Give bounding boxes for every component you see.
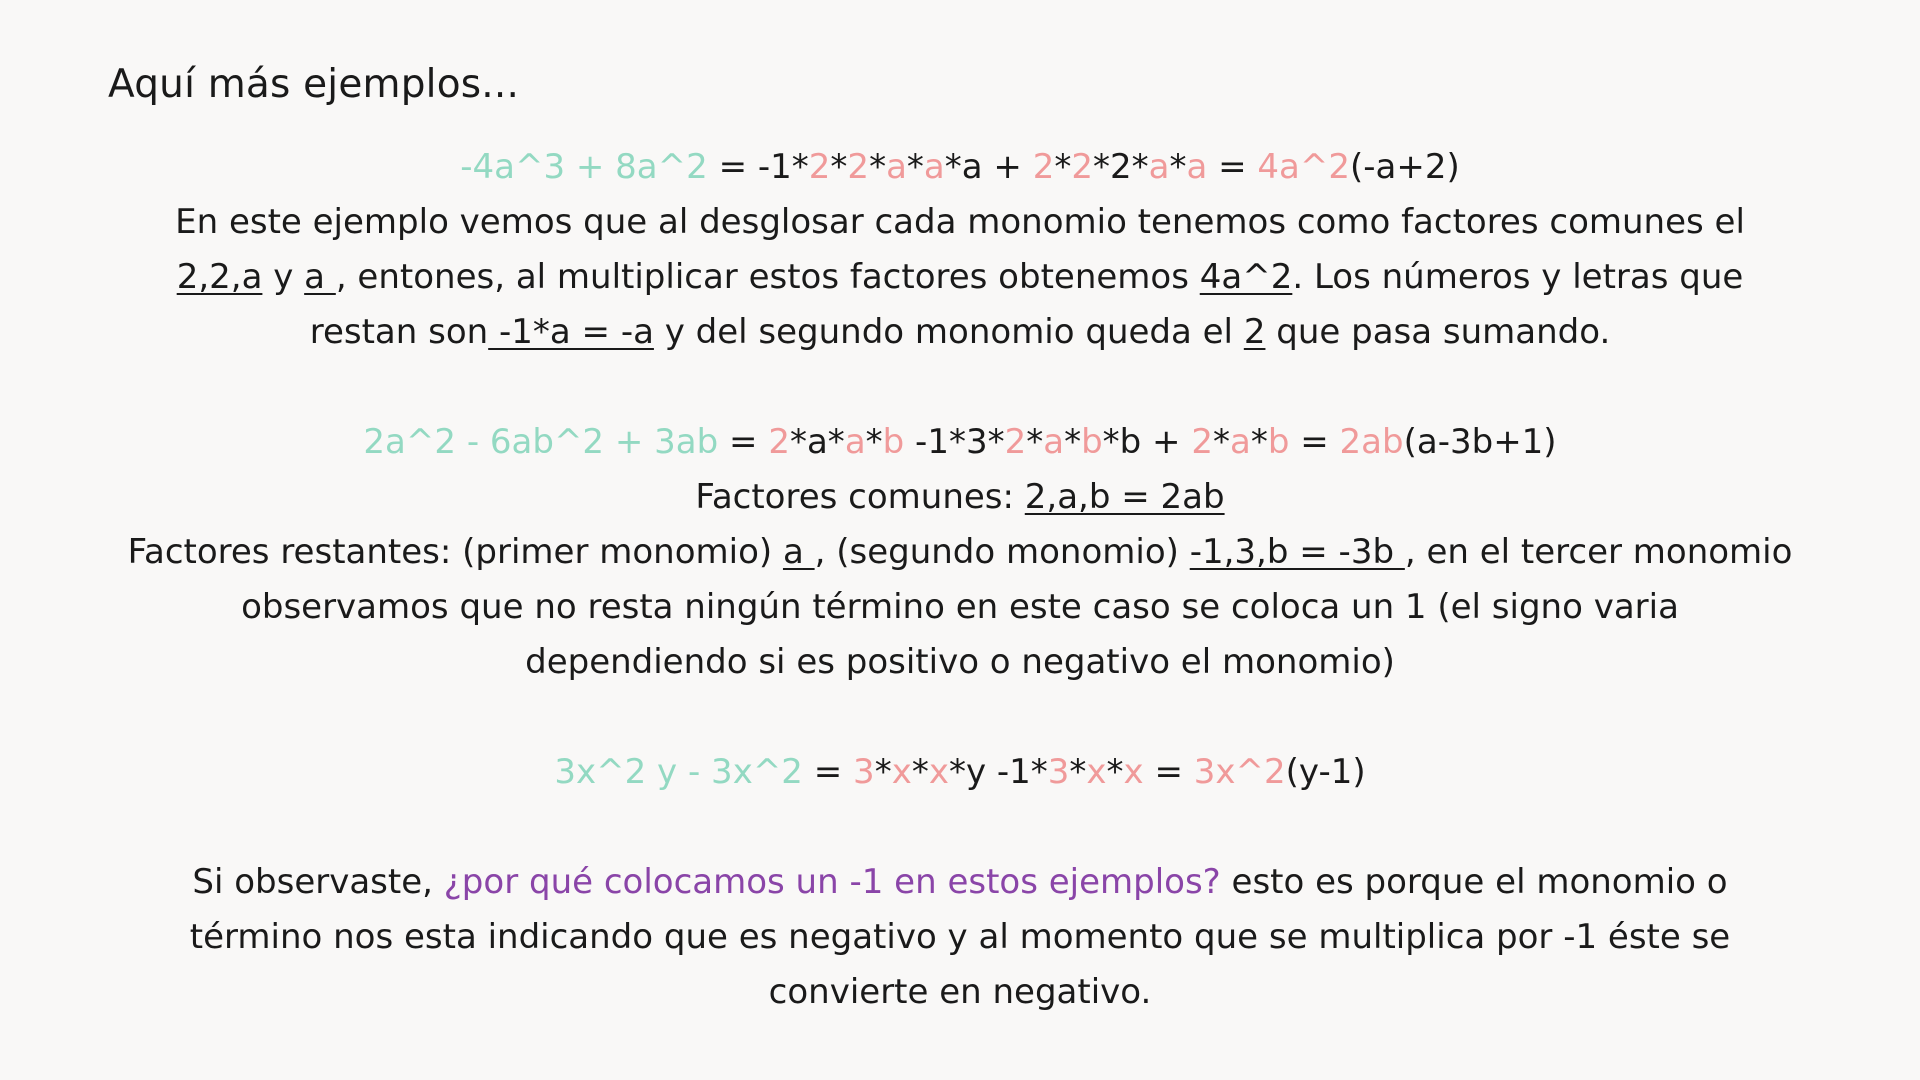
explanation-2-line-2: observamos que no resta ningún término en este caso se coloca un 1 (el signo varia — [241, 587, 1679, 627]
page-title: Aquí más ejemplos... — [108, 62, 520, 107]
common-factors-label: Factores comunes: — [695, 477, 1025, 517]
common-factors-1: 2,2,a — [176, 257, 263, 297]
equation-term: 3x^2 — [1193, 752, 1286, 792]
equation-term: a — [844, 422, 866, 462]
equation-term: b — [882, 422, 905, 462]
example-3 — [100, 745, 1820, 800]
equation-term: x — [928, 752, 949, 792]
common-factor-a: a — [304, 257, 336, 297]
equation-term: * — [906, 147, 924, 187]
equation-term: * — [865, 422, 883, 462]
equation-term: * — [1169, 147, 1187, 187]
equation-1 — [100, 140, 1820, 195]
text-span: , en el tercer monomio — [1404, 532, 1793, 572]
example-2 — [100, 415, 1820, 690]
text-span: y del segundo monomio queda el — [653, 312, 1244, 352]
text-span: Factores restantes: (primer monomio) — [127, 532, 783, 572]
equation-term: * — [830, 147, 848, 187]
equation-term: = — [718, 422, 769, 462]
equation-term: = — [802, 752, 854, 792]
equation-term: x — [1123, 752, 1144, 792]
equation-term: b — [1081, 422, 1103, 462]
highlighted-question: ¿por qué colocamos un -1 en estos ejemplos? — [443, 862, 1221, 902]
equation-term: * — [1106, 752, 1124, 792]
equation-term: * — [874, 752, 892, 792]
equation-term: * — [1026, 422, 1044, 462]
final-note-line-1 — [100, 855, 1820, 910]
equation-term: *a + — [944, 147, 1033, 187]
equation-term: (a-3b+1) — [1403, 422, 1557, 462]
equation-term: 3x^2 y - 3x^2 — [554, 752, 803, 792]
equation-term: x — [891, 752, 912, 792]
remaining-factor-2: 2 — [1243, 312, 1266, 352]
equation-term: x — [1086, 752, 1107, 792]
equation-term: 2 — [1071, 147, 1093, 187]
explanation-1-line-3 — [100, 305, 1820, 360]
equation-term: a — [923, 147, 945, 187]
equation-2 — [100, 415, 1820, 470]
text-span: . Los números y letras que — [1292, 257, 1744, 297]
final-note — [100, 855, 1820, 1020]
equation-term: *2* — [1092, 147, 1149, 187]
equation-term: *a* — [789, 422, 845, 462]
equation-term: (y-1) — [1285, 752, 1366, 792]
equation-term: -1*3* — [904, 422, 1005, 462]
equation-term: a — [1230, 422, 1251, 462]
equation-term: b — [1267, 422, 1290, 462]
equation-term: 2ab — [1339, 422, 1404, 462]
equation-term: * — [1064, 422, 1082, 462]
equation-term: 2 — [1004, 422, 1027, 462]
common-product-1: 4a^2 — [1199, 257, 1293, 297]
text-span: restan son — [309, 312, 489, 352]
text-span: y — [262, 257, 305, 297]
equation-term: a — [1043, 422, 1065, 462]
equation-term: a — [886, 147, 907, 187]
equation-term: a — [1186, 147, 1208, 187]
explanation-1-line-1: En este ejemplo vemos que al desglosar cada monomio tenemos como factores comunes el — [175, 202, 1745, 242]
equation-term: 2a^2 - 6ab^2 + 3ab — [363, 422, 719, 462]
equation-term: 3 — [1047, 752, 1070, 792]
equation-term: *y -1* — [948, 752, 1048, 792]
equation-term: -4a^3 + 8a^2 — [460, 147, 708, 187]
equation-term: = — [1289, 422, 1340, 462]
equation-term: *b + — [1102, 422, 1192, 462]
common-factors-line — [100, 470, 1820, 525]
explanation-2-line-3: dependiendo si es positivo o negativo el monomio) — [525, 642, 1395, 682]
equation-term: 2 — [1191, 422, 1213, 462]
equation-term: * — [869, 147, 887, 187]
equation-3 — [100, 745, 1820, 800]
first-monomial-rest: a — [782, 532, 815, 572]
equation-term: = -1* — [707, 147, 809, 187]
equation-term: (-a+2) — [1350, 147, 1460, 187]
remaining-factor-1: -1*a = -a — [488, 312, 654, 352]
second-monomial-rest: -1,3,b = -3b — [1189, 532, 1405, 572]
equation-term: 2 — [1032, 147, 1055, 187]
text-span: , (segundo monomio) — [814, 532, 1190, 572]
text-span: esto es porque el monomio o — [1220, 862, 1728, 902]
final-note-line-2: término nos esta indicando que es negativo y al momento que se multiplica por -1 éste se — [189, 917, 1731, 957]
equation-term: * — [1213, 422, 1230, 462]
equation-term: * — [1069, 752, 1087, 792]
text-span: Si observaste, — [192, 862, 444, 902]
remaining-factors-line — [100, 525, 1820, 580]
explanation-1-line-2 — [100, 250, 1820, 305]
text-span: que pasa sumando. — [1265, 312, 1611, 352]
equation-term: * — [1250, 422, 1268, 462]
equation-term: * — [1054, 147, 1072, 187]
equation-term: * — [911, 752, 929, 792]
equation-term: a — [1148, 147, 1170, 187]
equation-term: 2 — [808, 147, 831, 187]
equation-term: = — [1207, 147, 1258, 187]
equation-term: 4a^2 — [1257, 147, 1351, 187]
text-span: , entones, al multiplicar estos factores obtenemos — [335, 257, 1200, 297]
equation-term: 3 — [853, 752, 875, 792]
equation-term: = — [1143, 752, 1194, 792]
equation-term: 2 — [768, 422, 790, 462]
example-1 — [100, 140, 1820, 360]
common-factors-value: 2,a,b = 2ab — [1024, 477, 1225, 517]
final-note-line-3: convierte en negativo. — [768, 972, 1152, 1012]
equation-term: 2 — [847, 147, 870, 187]
